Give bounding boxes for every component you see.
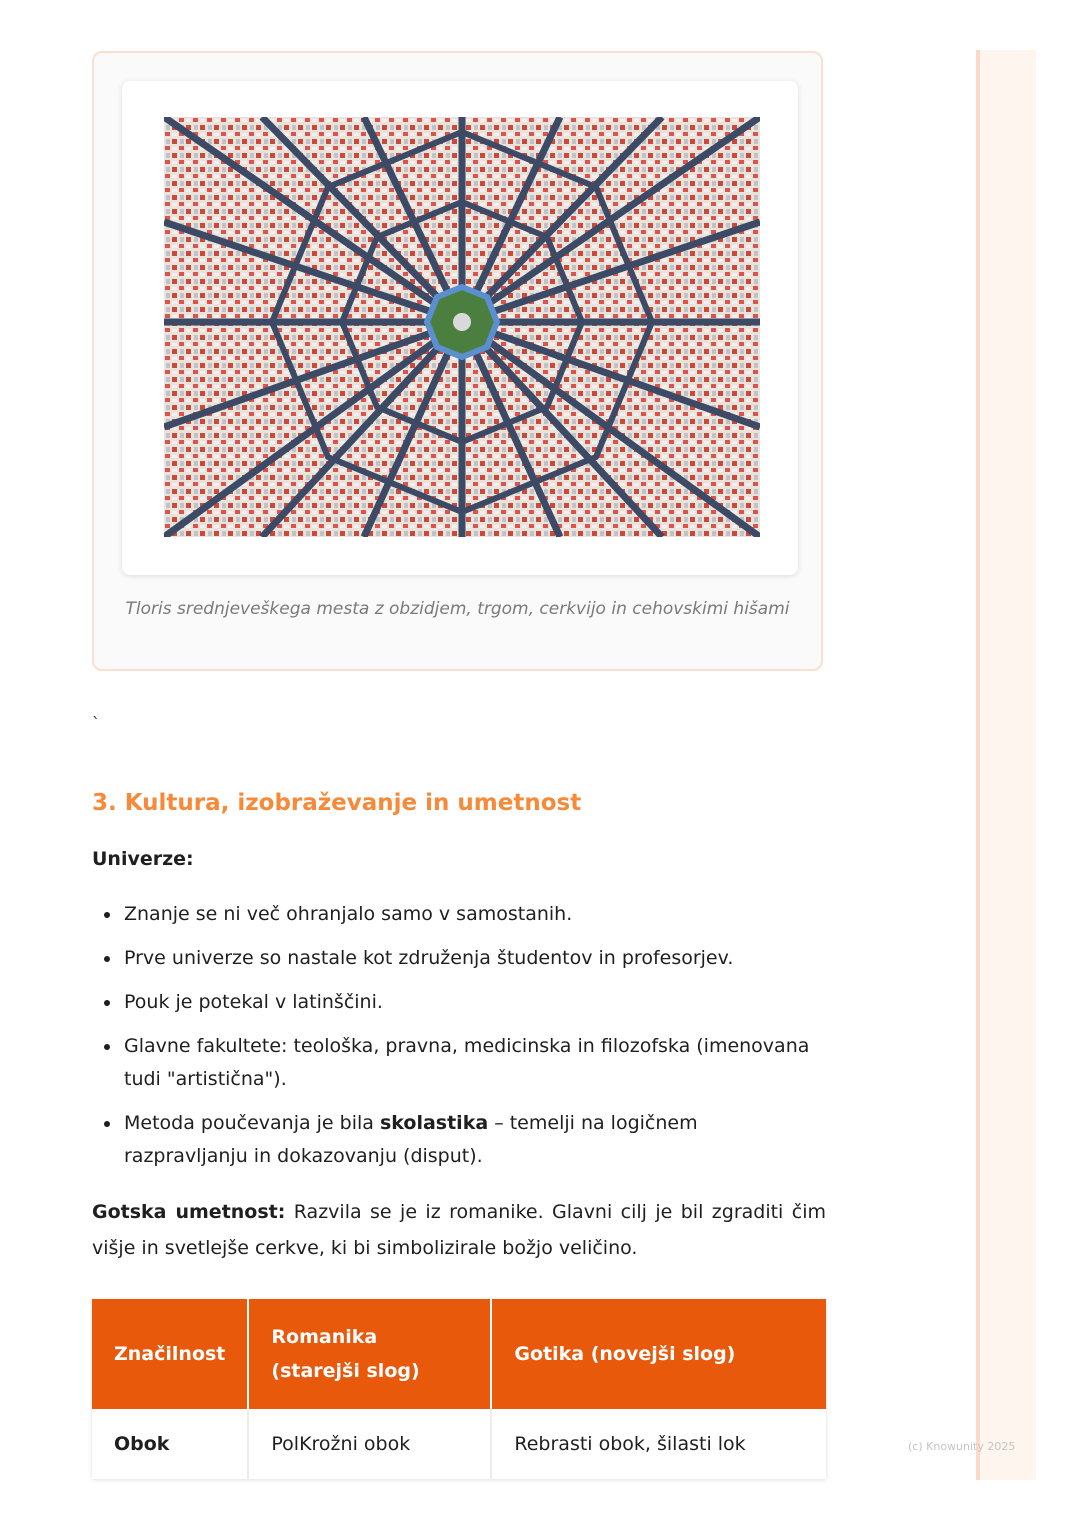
list-item-text: Pouk je potekal v latinščini. (124, 991, 383, 1013)
universities-list (92, 898, 826, 1184)
table-header-cell: Značilnost (92, 1299, 248, 1409)
list-item (92, 898, 826, 931)
list-item (92, 942, 826, 975)
gothic-paragraph (92, 1194, 826, 1266)
list-item (92, 986, 826, 1019)
page-side-strip (976, 50, 1036, 1480)
table-header-cell: Gotika (novejši slog) (491, 1299, 826, 1409)
stray-backtick: ` (92, 714, 100, 733)
table-header-row (92, 1299, 826, 1409)
list-item-text: – temelji na logičnem razpravljanju in dokazovanju (disput). (124, 1112, 698, 1167)
figure-box (92, 51, 823, 671)
table-header-cell: Romanika (starejši slog) (248, 1299, 491, 1409)
gothic-text: Razvila se je iz romanike. Glavni cilj je bil zgraditi čim višje in svetlejše cerkve, ki bi simbolizirale božjo veličino. (92, 1201, 826, 1259)
table-cell: PolKrožni obok (248, 1409, 491, 1479)
figure-caption: Tloris srednjeveškega mesta z obzidjem, trgom, cerkvijo in cehovskimi hišami (125, 599, 790, 619)
photo-card (122, 81, 798, 575)
list-item-text: Metoda poučevanja je bila (124, 1112, 380, 1134)
table-cell: Obok (92, 1409, 248, 1479)
list-item (92, 1030, 826, 1096)
gothic-label: Gotska umetnost: (92, 1201, 286, 1223)
copyright-text: (c) Knowunity 2025 (908, 1440, 1016, 1453)
table-row (92, 1409, 826, 1479)
list-item-text: Glavne fakultete: teološka, pravna, medicinska in filozofska (imenovana tudi "artistična"). (124, 1035, 810, 1090)
list-item (92, 1107, 826, 1173)
style-comparison-table (92, 1299, 826, 1479)
list-item-text: Znanje se ni več ohranjalo samo v samostanih. (124, 903, 573, 925)
city-aerial-image (164, 117, 760, 537)
list-item-text: Prve univerze so nastale kot združenja študentov in profesorjev. (124, 947, 734, 969)
scholasticism-term: skolastika (379, 1112, 489, 1134)
section-heading: 3. Kultura, izobraževanje in umetnost (92, 790, 582, 816)
table-cell: Rebrasti obok, šilasti lok (491, 1409, 826, 1479)
universities-subheading: Univerze: (92, 848, 194, 870)
